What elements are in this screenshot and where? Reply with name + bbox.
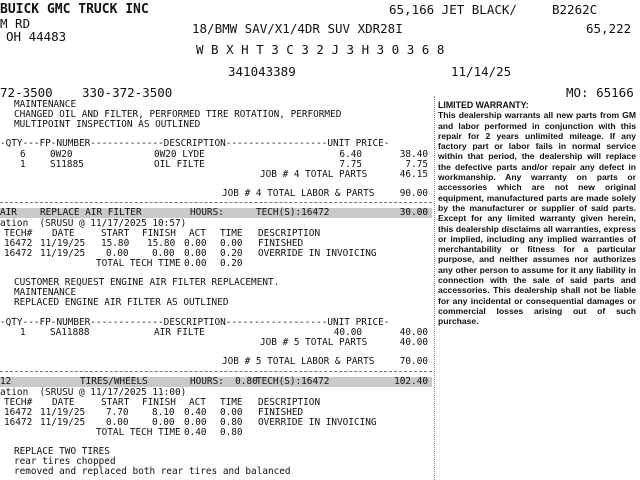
- start-col-header: START: [101, 397, 130, 408]
- total-tech-label: TOTAL TECH TIME: [96, 258, 181, 269]
- total-labor-parts-amount: 90.00: [399, 188, 428, 199]
- tech-row-tech: 16472: [4, 407, 33, 418]
- station-line: ation (SRUSU @ 11/17/2025 11:00): [0, 387, 187, 398]
- ro-number: 341043389: [228, 64, 296, 79]
- job-bar-left: 12: [0, 376, 12, 387]
- desc-col-header: DESCRIPTION: [258, 397, 321, 408]
- job-line: removed and replaced both rear tires and balanced: [14, 466, 291, 477]
- tech-row-start: 15.80: [101, 238, 130, 249]
- dealer-address: M RD: [0, 16, 31, 31]
- tech-row-act: 0.00: [184, 248, 207, 259]
- part-qty: 1: [20, 159, 26, 170]
- tech-row-tech: 16472: [4, 248, 33, 259]
- vehicle-description: 18/BMW SAV/X1/4DR SUV XDR28I: [192, 21, 403, 36]
- part-qty: 1: [20, 327, 26, 338]
- time-col-header: TIME: [220, 228, 243, 239]
- act-col-header: ACT: [189, 228, 206, 239]
- total-parts-amount: 46.15: [399, 169, 428, 180]
- column-divider: [434, 96, 435, 480]
- parts-header: -QTY---FP-NUMBER-------------DESCRIPTION------------------UNIT PRICE-: [0, 317, 390, 328]
- separator: [0, 371, 432, 372]
- job-line: CUSTOMER REQUEST ENGINE AIR FILTER REPLACEMENT.: [14, 277, 280, 288]
- part-qty: 6: [20, 149, 26, 160]
- dealer-name: BUICK GMC TRUCK INC: [0, 2, 149, 17]
- tech-row-time: 0.00: [220, 407, 243, 418]
- station-line: ation (SRUSU @ 11/17/2025 10:57): [0, 218, 187, 229]
- tech-row-tech: 16472: [4, 238, 33, 249]
- total-parts-label: JOB # 4 TOTAL PARTS: [260, 169, 368, 180]
- part-description: 0W20 LYDE: [154, 149, 205, 160]
- part-extended: 7.75: [405, 159, 428, 170]
- tech-col-header: TECH#: [4, 228, 33, 239]
- job-line: CHANGED OIL AND FILTER, PERFORMED TIRE ROTATION, PERFORMED: [14, 109, 342, 120]
- part-description: AIR FILTE: [154, 327, 205, 338]
- job-bar-amount: 30.00: [399, 207, 428, 218]
- total-tech-label: TOTAL TECH TIME: [96, 427, 181, 438]
- total-labor-parts-amount: 70.00: [399, 356, 428, 367]
- tech-row-desc: OVERRIDE IN INVOICING: [258, 417, 377, 428]
- tech-row-finish: 0.00: [152, 417, 175, 428]
- date-col-header: DATE: [52, 397, 75, 408]
- job-line: REPLACED ENGINE AIR FILTER AS OUTLINED: [14, 297, 229, 308]
- tech-row-date: 11/19/25: [40, 248, 86, 259]
- vin: W B X H T 3 C 3 2 J 3 H 3 0 3 6 8: [196, 42, 445, 57]
- part-extended: 38.40: [399, 149, 428, 160]
- parts-header: -QTY---FP-NUMBER-------------DESCRIPTION------------------UNIT PRICE-: [0, 138, 390, 149]
- finish-col-header: FINISH: [142, 228, 176, 239]
- dealer-city: OH 44483: [6, 29, 67, 44]
- desc-col-header: DESCRIPTION: [258, 228, 321, 239]
- mileage-color: 65,166 JET BLACK/: [389, 2, 517, 17]
- tech-row-act: 0.00: [184, 417, 207, 428]
- tech-row-start: 0.00: [106, 248, 129, 259]
- tech-row-desc: FINISHED: [258, 238, 304, 249]
- tech-row-act: 0.40: [184, 407, 207, 418]
- total-labor-parts-label: JOB # 5 TOTAL LABOR & PARTS: [222, 356, 375, 367]
- tech-row-act: 0.00: [184, 238, 207, 249]
- phone-primary: 72-3500: [0, 85, 53, 100]
- total-tech-act: 0.40: [184, 427, 207, 438]
- tech-row-finish: 8.10: [152, 407, 175, 418]
- part-number: 0W20: [50, 149, 73, 160]
- job-bar-hours: HOURS:: [190, 207, 224, 218]
- part-unit-price: 40.00: [333, 327, 362, 338]
- tech-row-time: 0.00: [220, 238, 243, 249]
- tech-row-start: 0.00: [106, 417, 129, 428]
- tech-row-date: 11/19/25: [40, 238, 86, 249]
- job-line: MULTIPOINT INSPECTION AS OUTLINED: [14, 119, 201, 130]
- tech-row-desc: OVERRIDE IN INVOICING: [258, 248, 377, 259]
- total-tech-time: 0.20: [220, 258, 243, 269]
- tech-row-date: 11/19/25: [40, 407, 86, 418]
- warranty-body: This dealership warrants all new parts from GM and labor performed in conjunction with this repair for 2 years unlimited mileage. If any factory part or labor fails in normal service within that period, the dealership will replace the defective parts and/or repair any defect in workmanship. Any warranty on parts or accessories which are not new original equipment, manufactured parts are made solely by the manufacturer or supplier of said parts. Except for any limited warranty given herein, this dealership disclaims all warranties, express or implied, including any implied warranties of merchantability or fitness for a particular purpose, and neither assumes nor authorizes any other person to assume for it any liability in connection with the sale of said parts and accessories. This dealership shall not be liable for any incidental or consequential damages or commercial losses arising out of such purchase.: [438, 110, 636, 327]
- total-parts-amount: 40.00: [399, 337, 428, 348]
- finish-col-header: FINISH: [142, 397, 176, 408]
- part-description: OIL FILTE: [154, 159, 205, 170]
- total-parts-label: JOB # 5 TOTAL PARTS: [260, 337, 368, 348]
- ro-date: 11/14/25: [451, 64, 512, 79]
- part-unit-price: 6.40: [339, 149, 362, 160]
- separator: [0, 202, 432, 203]
- total-tech-act: 0.00: [184, 258, 207, 269]
- job-bar-title: TIRES/WHEELS: [80, 376, 148, 387]
- job-line: MAINTENANCE: [14, 287, 77, 298]
- tech-row-finish: 0.00: [152, 248, 175, 259]
- tech-row-finish: 15.80: [147, 238, 176, 249]
- part-extended: 40.00: [399, 327, 428, 338]
- tech-col-header: TECH#: [4, 397, 33, 408]
- job-bar-tech: TECH(S):16472: [256, 207, 330, 218]
- part-number: SA11888: [50, 327, 90, 338]
- time-col-header: TIME: [220, 397, 243, 408]
- job-bar-title: REPLACE AIR FILTER: [40, 207, 142, 218]
- part-unit-price: 7.75: [339, 159, 362, 170]
- warranty-title: LIMITED WARRANTY:: [438, 100, 529, 110]
- job-line: MAINTENANCE: [14, 99, 77, 110]
- tech-row-tech: 16472: [4, 417, 33, 428]
- date-col-header: DATE: [52, 228, 75, 239]
- tech-row-time: 0.20: [220, 248, 243, 259]
- mo-number: MO: 65166: [566, 85, 634, 100]
- total-tech-time: 0.80: [220, 427, 243, 438]
- total-labor-parts-label: JOB # 4 TOTAL LABOR & PARTS: [222, 188, 375, 199]
- act-col-header: ACT: [189, 397, 206, 408]
- job-bar-left: AIR: [0, 207, 17, 218]
- part-number: S11885: [50, 159, 84, 170]
- tech-row-time: 0.80: [220, 417, 243, 428]
- tech-row-start: 7.70: [106, 407, 129, 418]
- limited-warranty: [438, 100, 636, 327]
- phone-secondary: 330-372-3500: [82, 85, 173, 100]
- job-bar-hours: HOURS: 0.80: [190, 376, 258, 387]
- tech-row-date: 11/19/25: [40, 417, 86, 428]
- job-bar-tech: TECH(S):16472: [256, 376, 330, 387]
- job-line: REPLACE TWO TIRES: [14, 446, 110, 457]
- mileage-out: 65,222: [586, 21, 632, 36]
- tech-row-desc: FINISHED: [258, 407, 304, 418]
- job-bar-amount: 102.40: [394, 376, 428, 387]
- start-col-header: START: [101, 228, 130, 239]
- color-code: B2262C: [552, 2, 598, 17]
- job-line: rear tires chopped: [14, 456, 116, 467]
